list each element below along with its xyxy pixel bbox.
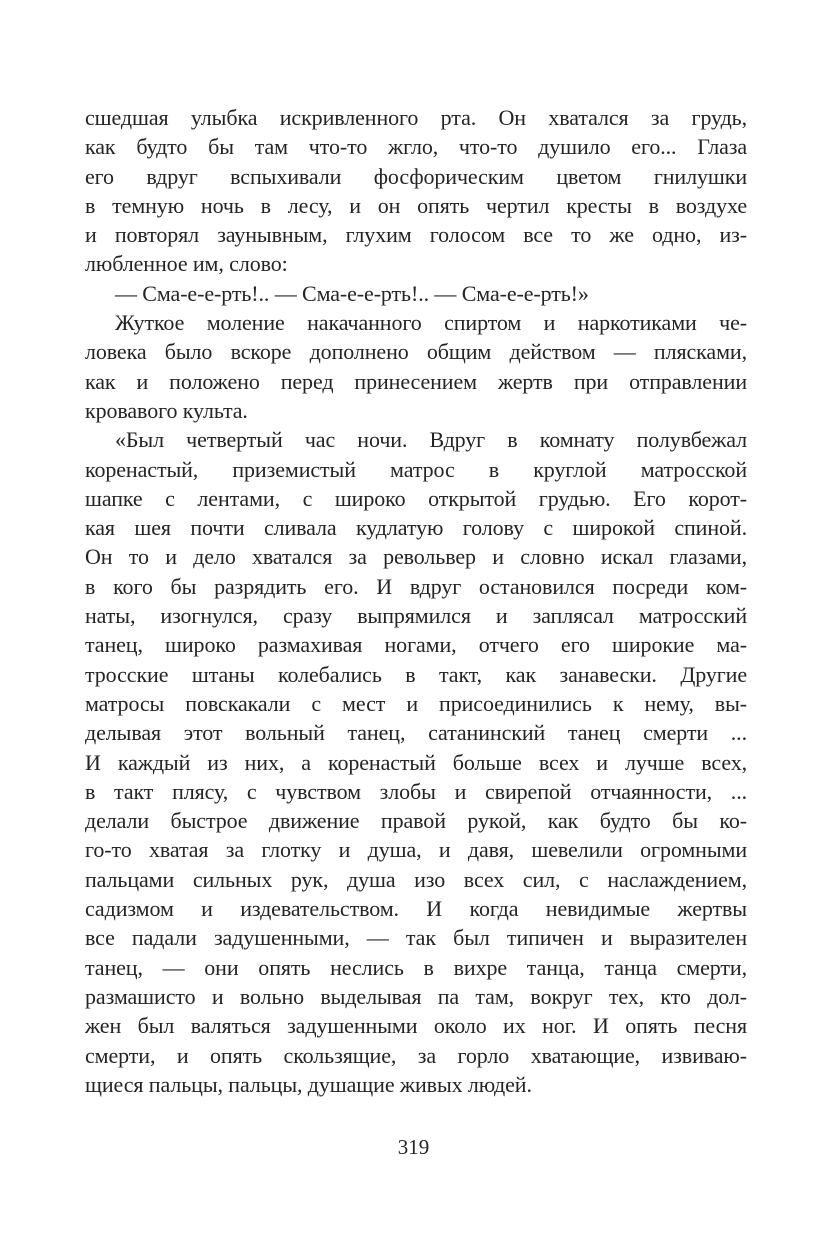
text-line: шапке с лентами, с широко открытой грудью. Его корот- xyxy=(85,485,747,511)
text-line: как будто бы там что-то жгло, что-то душило его... Глаза xyxy=(85,134,747,160)
text-line: любленное им, слово: xyxy=(85,251,288,277)
text-line: го-то хватая за глотку и душа, и давя, шевелили огромными xyxy=(85,837,747,863)
text-line: в такт плясу, с чувством злобы и свирепой отчаянности, ... xyxy=(85,778,747,804)
text-line: сшедшая улыбка искривленного рта. Он хватался за грудь, xyxy=(85,105,747,130)
text-line: — Сма-е-е-рть!.. — Сма-е-е-рть!.. — Сма-е-е-рть!» xyxy=(115,280,589,306)
text-line: наты, изогнулся, сразу выпрямился и заплясал матросский xyxy=(85,603,747,629)
text-line: смерти, и опять скользящие, за горло хватающие, извиваю- xyxy=(85,1042,747,1068)
text-line: «Был четвертый час ночи. Вдруг в комнату полувбежал xyxy=(115,427,747,453)
text-line: кая шея почти сливала кудлатую голову с широкой спиной. xyxy=(85,515,747,541)
paragraph xyxy=(85,425,747,1099)
text-line: в кого бы разрядить его. И вдруг остановился посреди ком- xyxy=(85,573,747,599)
text-line: размашисто и вольно выделывая па там, вокруг тех, кто дол- xyxy=(85,983,747,1009)
text-line: пальцами сильных рук, душа изо всех сил, с наслаждением, xyxy=(85,866,747,892)
text-line: Он то и дело хватался за револьвер и словно искал глазами, xyxy=(85,544,747,570)
text-line: как и положено перед принесением жертв при отправлении xyxy=(85,368,747,394)
text-line: делывая этот вольный танец, сатанинский танец смерти ... xyxy=(85,720,747,746)
text-line: щиеся пальцы, пальцы, душащие живых людей. xyxy=(85,1071,532,1097)
text-line: коренастый, приземистый матрос в круглой матросской xyxy=(85,456,747,482)
text-line: тросские штаны колебались в такт, как занавески. Другие xyxy=(85,661,747,687)
text-line: в темную ночь в лесу, и он опять чертил кресты в воздухе xyxy=(85,192,747,218)
text-line: танец, широко размахивая ногами, отчего его широкие ма- xyxy=(85,632,747,658)
text-line: его вдруг вспыхивали фосфорическим цветом гнилушки xyxy=(85,163,747,189)
text-line: Жуткое моление накачанного спиртом и наркотиками че- xyxy=(115,310,747,336)
paragraph xyxy=(85,103,747,279)
text-line: И каждый из них, а коренастый больше всех и лучше всех, xyxy=(85,749,747,775)
text-line: ловека было вскоре дополнено общим действом — плясками, xyxy=(85,339,747,365)
page-text xyxy=(85,103,747,1099)
text-line: танец, — они опять неслись в вихре танца, танца смерти, xyxy=(85,954,747,980)
paragraph xyxy=(85,308,747,425)
page-number: 319 xyxy=(397,1135,430,1159)
text-line: кровавого культа. xyxy=(85,397,248,423)
text-line: все падали задушенными, — так был типичен и выразителен xyxy=(85,925,747,951)
paragraph xyxy=(85,279,747,308)
text-line: садизмом и издевательством. И когда невидимые жертвы xyxy=(85,896,747,922)
text-line: жен был валяться задушенными около их ног. И опять песня xyxy=(85,1013,747,1039)
text-line: матросы повскакали с мест и присоединились к нему, вы- xyxy=(85,690,747,716)
text-line: и повторял заунывным, глухим голосом все то же одно, из- xyxy=(85,222,747,248)
text-line: делали быстрое движение правой рукой, как будто бы ко- xyxy=(85,808,747,834)
